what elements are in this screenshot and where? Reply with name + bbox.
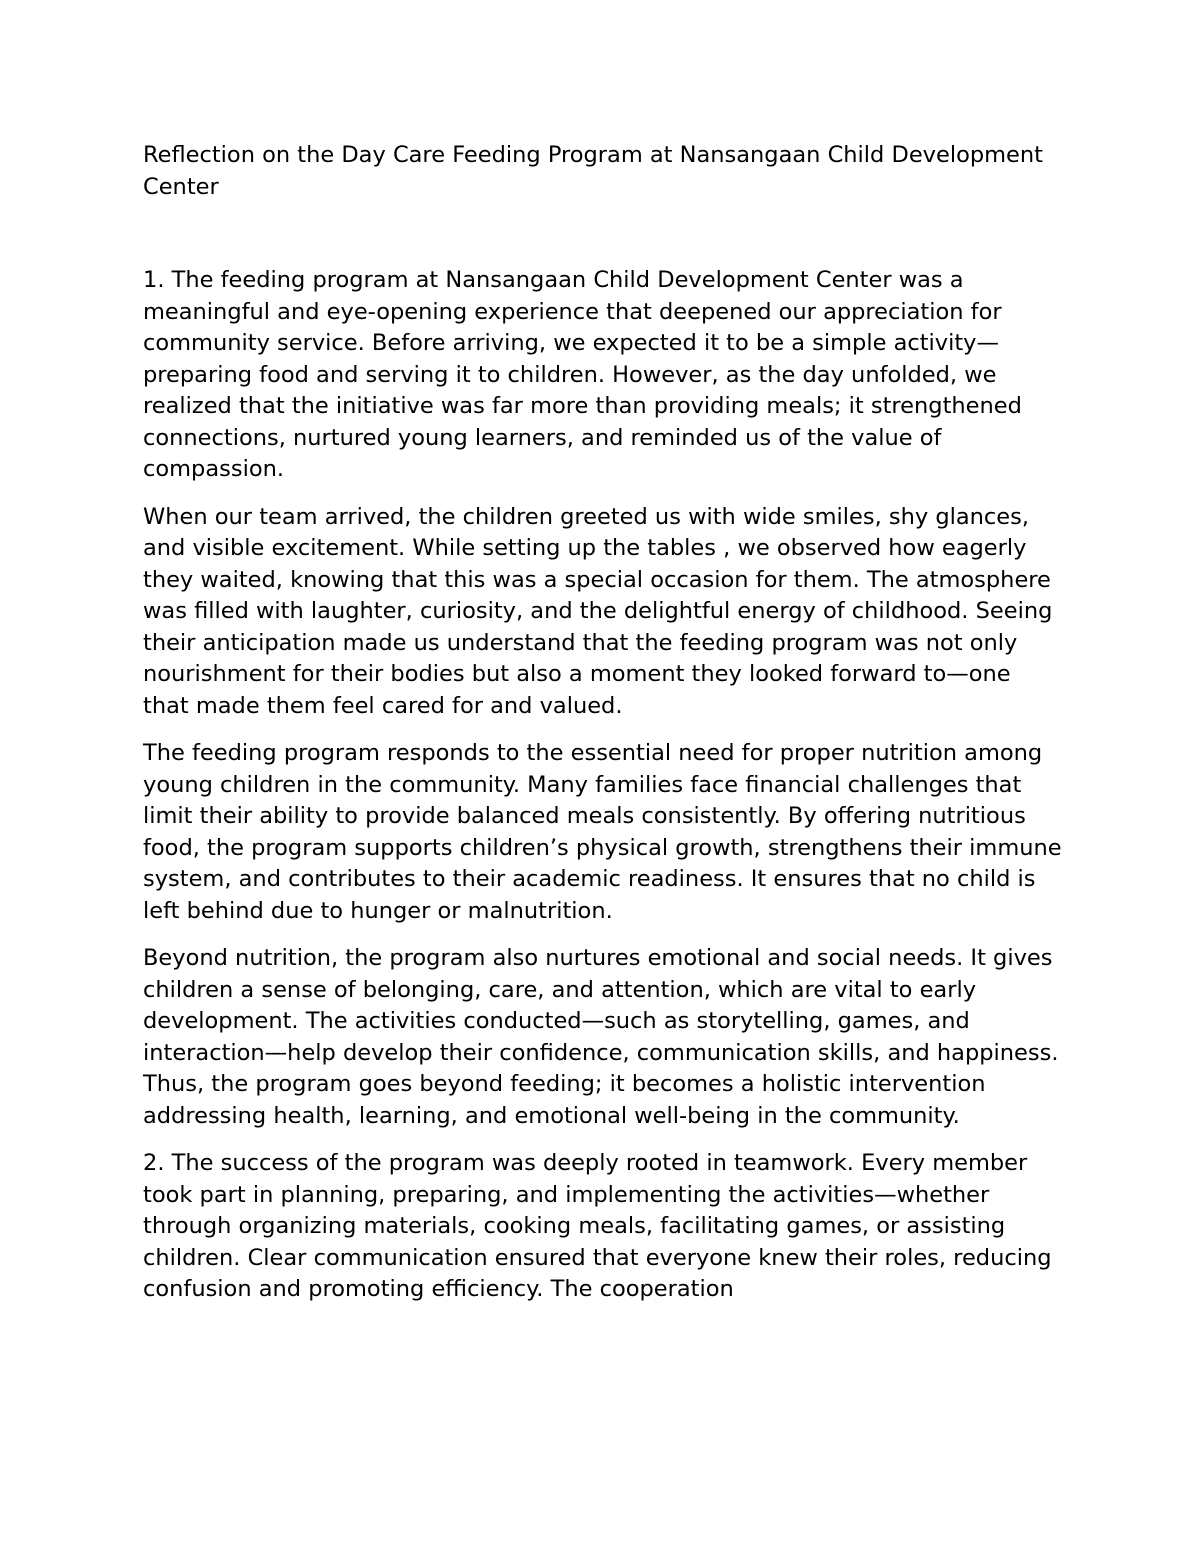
paragraph-1: 1. The feeding program at Nansangaan Child Development Center was a meaningful and eye-opening experience that deepened our appreciation for community service. Before arriving, we expected it to be a simple activity—preparing food and serving it to children. However, as the day unfolded, we realized that the initiative was far more than providing meals; it strengthened connections, nurtured young learners, and reminded us of the value of compassion.: [143, 267, 1022, 482]
paragraph-4: Beyond nutrition, the program also nurtures emotional and social needs. It gives children a sense of belonging, care, and attention, which are vital to early development. The activities conducted—such as storytelling, games, and interaction—help develop their confidence, communication skills, and happiness. Thus, the program goes beyond feeding; it becomes a holistic intervention addressing health, learning, and emotional well-being in the community.: [143, 945, 1059, 1129]
document-body: [143, 140, 1063, 1322]
document-title: Reflection on the Day Care Feeding Program at Nansangaan Child Development Center: [143, 142, 1043, 200]
paragraph-3: The feeding program responds to the essential need for proper nutrition among young children in the community. Many families face financial challenges that limit their ability to provide balanced meals consistently. By offering nutritious food, the program supports children’s physical growth, strengthens their immune system, and contributes to their academic readiness. It ensures that no child is left behind due to hunger or malnutrition.: [143, 740, 1062, 924]
paragraph-5: 2. The success of the program was deeply rooted in teamwork. Every member took part in planning, preparing, and implementing the activities—whether through organizing materials, cooking meals, facilitating games, or assisting children. Clear communication ensured that everyone knew their roles, reducing confusion and promoting efficiency. The cooperation: [143, 1150, 1052, 1302]
paragraph-2: When our team arrived, the children greeted us with wide smiles, shy glances, and visible excitement. While setting up the tables , we observed how eagerly they waited, knowing that this was a special occasion for them. The atmosphere was filled with laughter, curiosity, and the delightful energy of childhood. Seeing their anticipation made us understand that the feeding program was not only nourishment for their bodies but also a moment they looked forward to—one that made them feel cared for and valued.: [143, 503, 1053, 719]
